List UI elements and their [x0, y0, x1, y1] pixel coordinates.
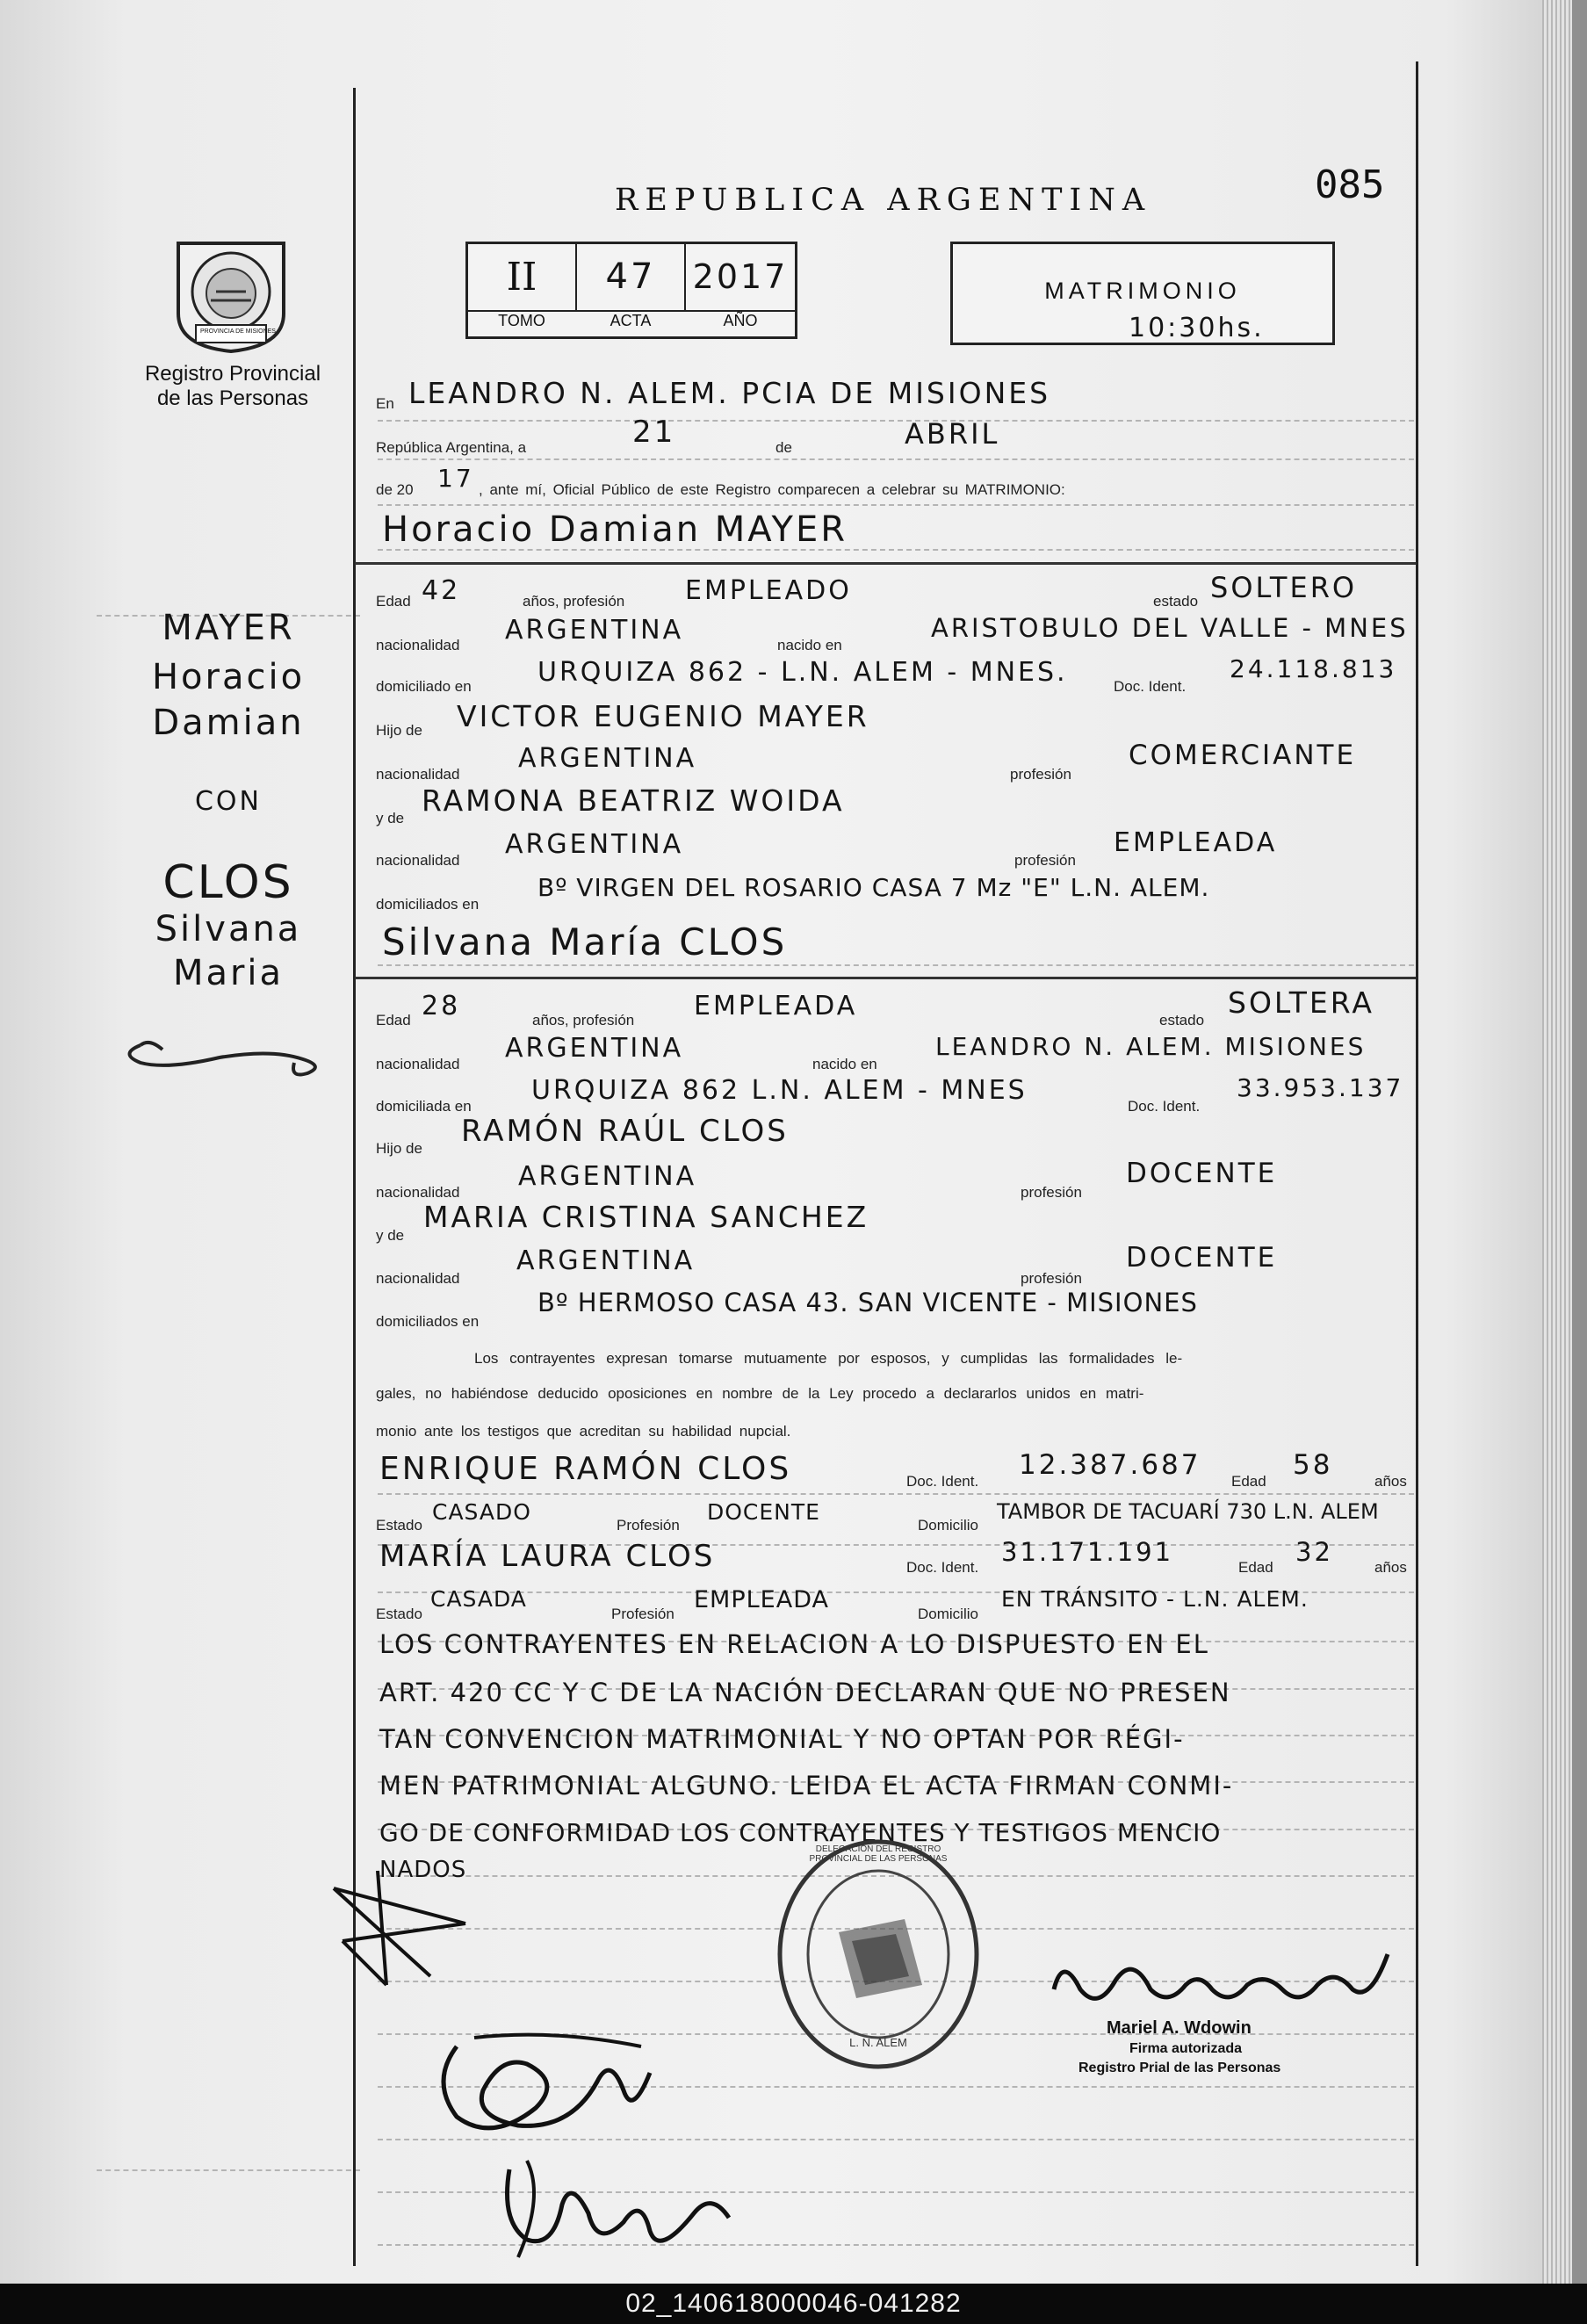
registry-name-2: de las Personas — [156, 386, 309, 410]
margin-flourish — [114, 1028, 334, 1085]
note-line-4: MEN PATRIMONIAL ALGUNO. LEIDA EL ACTA FIRMAN CONMI- — [379, 1771, 1234, 1801]
stamp-text: DELEGACION DEL REGISTRO PROVINCIAL DE LAS PERSONAS — [809, 1844, 948, 1864]
record-type: MATRIMONIO — [1044, 278, 1241, 304]
en-label: En — [376, 395, 394, 412]
note-line-5: GO DE CONFORMIDAD LOS CONTRAYENTES Y TESTIGOS MENCIO — [379, 1818, 1222, 1847]
bride-father-profession: DOCENTE — [1126, 1158, 1278, 1189]
domiciliada-label: domiciliada en — [376, 1098, 472, 1115]
tomo-value: II — [468, 244, 577, 312]
acta-label: ACTA — [610, 312, 652, 329]
official-stamp — [773, 1836, 984, 2073]
hijo-label: Hijo de — [376, 722, 422, 739]
domicilio-label: Domicilio — [918, 1606, 978, 1622]
domiciliado-label: domiciliado en — [376, 678, 472, 695]
month: ABRIL — [905, 417, 1000, 451]
day: 21 — [632, 415, 676, 450]
bride-age: 28 — [422, 991, 461, 1021]
signature-groom — [422, 2020, 685, 2156]
nationality-label: nacionalidad — [376, 766, 460, 783]
bride-parents-address: Bº HERMOSO CASA 43. SAN VICENTE - MISIONES — [537, 1288, 1198, 1317]
estado-label: estado — [1153, 593, 1199, 610]
witness2-status: CASADA — [430, 1586, 527, 1612]
domiciliados-label: domiciliados en — [376, 1313, 480, 1330]
registry-name-1: Registro Provincial — [144, 362, 321, 386]
profession-label: años, profesión — [523, 593, 625, 610]
edad-label: Edad — [376, 1012, 411, 1028]
declaration-line-1: Los contrayentes expresan tomarse mutuamente por esposos, y cumplidas las formalidades le- — [474, 1350, 1183, 1367]
witness2-doc: 31.171.191 — [1001, 1537, 1174, 1567]
groom-born: ARISTOBULO DEL VALLE - MNES — [931, 613, 1409, 643]
officer-name: Mariel A. Wdowin — [1107, 2018, 1252, 2038]
bride-name: Silvana María CLOS — [382, 920, 788, 964]
bride-address: URQUIZA 862 L.N. ALEM - MNES — [531, 1075, 1028, 1106]
yde-label: y de — [376, 810, 405, 826]
note-line-2: ART. 420 CC Y C DE LA NACIÓN DECLARAN QUE NO PRESEN — [379, 1678, 1231, 1707]
margin-connector: CON — [194, 786, 262, 817]
bride-nationality: ARGENTINA — [505, 1033, 684, 1064]
intro-text: , ante mí, Oficial Público de este Registro comparecen a celebrar su MATRIMONIO: — [479, 481, 1065, 498]
groom-nationality: ARGENTINA — [505, 615, 684, 646]
nationality-label: nacionalidad — [376, 1270, 460, 1287]
doc-label: Doc. Ident. — [906, 1559, 979, 1576]
witness1-doc: 12.387.687 — [1019, 1449, 1201, 1481]
note-line-6: NADOS — [379, 1857, 467, 1883]
profesion-label: Profesión — [611, 1606, 674, 1622]
groom-name: Horacio Damian MAYER — [382, 509, 848, 550]
groom-status: SOLTERO — [1210, 571, 1358, 604]
margin-given-1b: Damian — [152, 703, 305, 743]
witness2-profession: EMPLEADA — [694, 1586, 829, 1613]
bride-mother-profession: DOCENTE — [1126, 1242, 1278, 1274]
note-line-1: LOS CONTRAYENTES EN RELACION A LO DISPUESTO EN EL — [379, 1629, 1209, 1659]
anio-value: 2017 — [686, 244, 795, 312]
place: LEANDRO N. ALEM. PCIA DE MISIONES — [408, 376, 1051, 410]
officer-signature — [1036, 1937, 1405, 2029]
yde-label: y de — [376, 1227, 405, 1244]
witness2-age: 32 — [1295, 1537, 1333, 1567]
officer-office: Registro Prial de las Personas — [1078, 2061, 1281, 2075]
note-line-3: TAN CONVENCION MATRIMONIAL Y NO OPTAN POR RÉGI- — [379, 1724, 1185, 1754]
groom-address: URQUIZA 862 - L.N. ALEM - MNES. — [537, 657, 1068, 688]
margin-given-2b: Maria — [172, 953, 285, 993]
bride-mother-nationality: ARGENTINA — [516, 1245, 696, 1276]
edad-label: Edad — [1231, 1473, 1266, 1490]
witness1-profession: DOCENTE — [707, 1499, 820, 1525]
witness1-address: TAMBOR DE TACUARÍ 730 L.N. ALEM — [997, 1499, 1379, 1524]
anos-label: años — [1374, 1559, 1407, 1576]
margin-given-2a: Silvana — [155, 909, 302, 949]
profesion-label: profesión — [1021, 1184, 1082, 1201]
right-frame-line — [1416, 61, 1418, 2266]
registry-seal — [165, 230, 297, 353]
stamp-place: L. N. ALEM — [849, 2036, 907, 2049]
profesion-label: profesión — [1014, 852, 1076, 869]
scan-footer: 02_140618000046-041282 — [0, 2284, 1587, 2324]
edad-label: Edad — [376, 593, 411, 610]
domiciliados-label: domiciliados en — [376, 896, 480, 913]
groom-mother-profession: EMPLEADA — [1114, 827, 1278, 858]
groom-father-nationality: ARGENTINA — [518, 743, 697, 774]
groom-mother-nationality: ARGENTINA — [505, 829, 684, 860]
profesion-label: profesión — [1021, 1270, 1082, 1287]
margin-surname-2: CLOS — [162, 856, 294, 909]
groom-mother: RAMONA BEATRIZ WOIDA — [422, 783, 845, 818]
margin-surname-1: MAYER — [162, 608, 295, 648]
bride-born: LEANDRO N. ALEM. MISIONES — [935, 1032, 1367, 1061]
doc-label: Doc. Ident. — [906, 1473, 979, 1490]
bride-father: RAMÓN RAÚL CLOS — [461, 1114, 789, 1149]
groom-age: 42 — [422, 575, 461, 606]
republica-label: República Argentina, a — [376, 439, 527, 456]
edad-label: Edad — [1238, 1559, 1273, 1576]
profesion-label: profesión — [1010, 766, 1071, 783]
record-type-box — [950, 242, 1335, 345]
nacido-label: nacido en — [777, 637, 842, 653]
estado-label: estado — [1159, 1012, 1205, 1028]
groom-parents-address: Bº VIRGEN DEL ROSARIO CASA 7 Mz "E" L.N. ALEM. — [537, 873, 1210, 902]
bride-status: SOLTERA — [1228, 985, 1374, 1020]
groom-profession: EMPLEADO — [685, 575, 852, 606]
bride-father-nationality: ARGENTINA — [518, 1161, 697, 1192]
margin-given-1a: Horacio — [151, 657, 306, 697]
tomo-acta-box — [465, 242, 797, 339]
bride-mother: MARIA CRISTINA SANCHEZ — [423, 1200, 869, 1234]
de-label: de — [775, 439, 792, 456]
nationality-label: nacionalidad — [376, 1056, 460, 1072]
groom-father-profession: COMERCIANTE — [1129, 740, 1357, 771]
anos-label: años — [1374, 1473, 1407, 1490]
doc-label: Doc. Ident. — [1128, 1098, 1201, 1115]
separator — [355, 977, 1416, 979]
margin-rule — [97, 2169, 360, 2171]
seal-text: PROVINCIA DE MISIONES — [200, 328, 276, 335]
witness2-address: EN TRÁNSITO - L.N. ALEM. — [1001, 1586, 1309, 1612]
book-edge — [1542, 0, 1572, 2284]
anio-label: AÑO — [723, 312, 758, 329]
witness1-age: 58 — [1293, 1449, 1333, 1481]
tomo-label: TOMO — [498, 312, 545, 329]
nacido-label: nacido en — [812, 1056, 877, 1072]
declaration-line-2: gales, no habiéndose deducido oposiciones en nombre de la Ley procedo a declararlos unidos en matri- — [376, 1385, 1144, 1402]
nationality-label: nacionalidad — [376, 852, 460, 869]
nationality-label: nacionalidad — [376, 1184, 460, 1201]
signature-bride — [492, 2143, 755, 2270]
separator — [355, 562, 1416, 565]
declaration-line-3: monio ante los testigos que acreditan su habilidad nupcial. — [376, 1423, 791, 1440]
folio-number: 085 — [1315, 162, 1385, 207]
year-prefix: de 20 — [376, 481, 414, 498]
estado-label: Estado — [376, 1606, 422, 1622]
bride-doc: 33.953.137 — [1237, 1073, 1404, 1102]
witness1-name: ENRIQUE RAMÓN CLOS — [379, 1451, 792, 1487]
country-title: REPUBLICA ARGENTINA — [615, 183, 1152, 218]
groom-doc: 24.118.813 — [1230, 654, 1397, 683]
witness2-name: MARÍA LAURA CLOS — [379, 1539, 716, 1574]
estado-label: Estado — [376, 1517, 422, 1534]
witness1-status: CASADO — [432, 1499, 531, 1525]
hijo-label: Hijo de — [376, 1140, 422, 1157]
record-time: 10:30hs. — [1129, 313, 1265, 343]
year-suffix: 17 — [437, 464, 474, 493]
signature-mark-a — [325, 1862, 483, 1998]
nationality-label: nacionalidad — [376, 637, 460, 653]
profesion-label: Profesión — [617, 1517, 680, 1534]
acta-value: 47 — [577, 244, 686, 312]
profession-label: años, profesión — [532, 1012, 635, 1028]
bride-profession: EMPLEADA — [694, 991, 858, 1021]
doc-label: Doc. Ident. — [1114, 678, 1187, 695]
domicilio-label: Domicilio — [918, 1517, 978, 1534]
officer-title: Firma autorizada — [1129, 2041, 1243, 2056]
groom-father: VICTOR EUGENIO MAYER — [457, 699, 869, 733]
